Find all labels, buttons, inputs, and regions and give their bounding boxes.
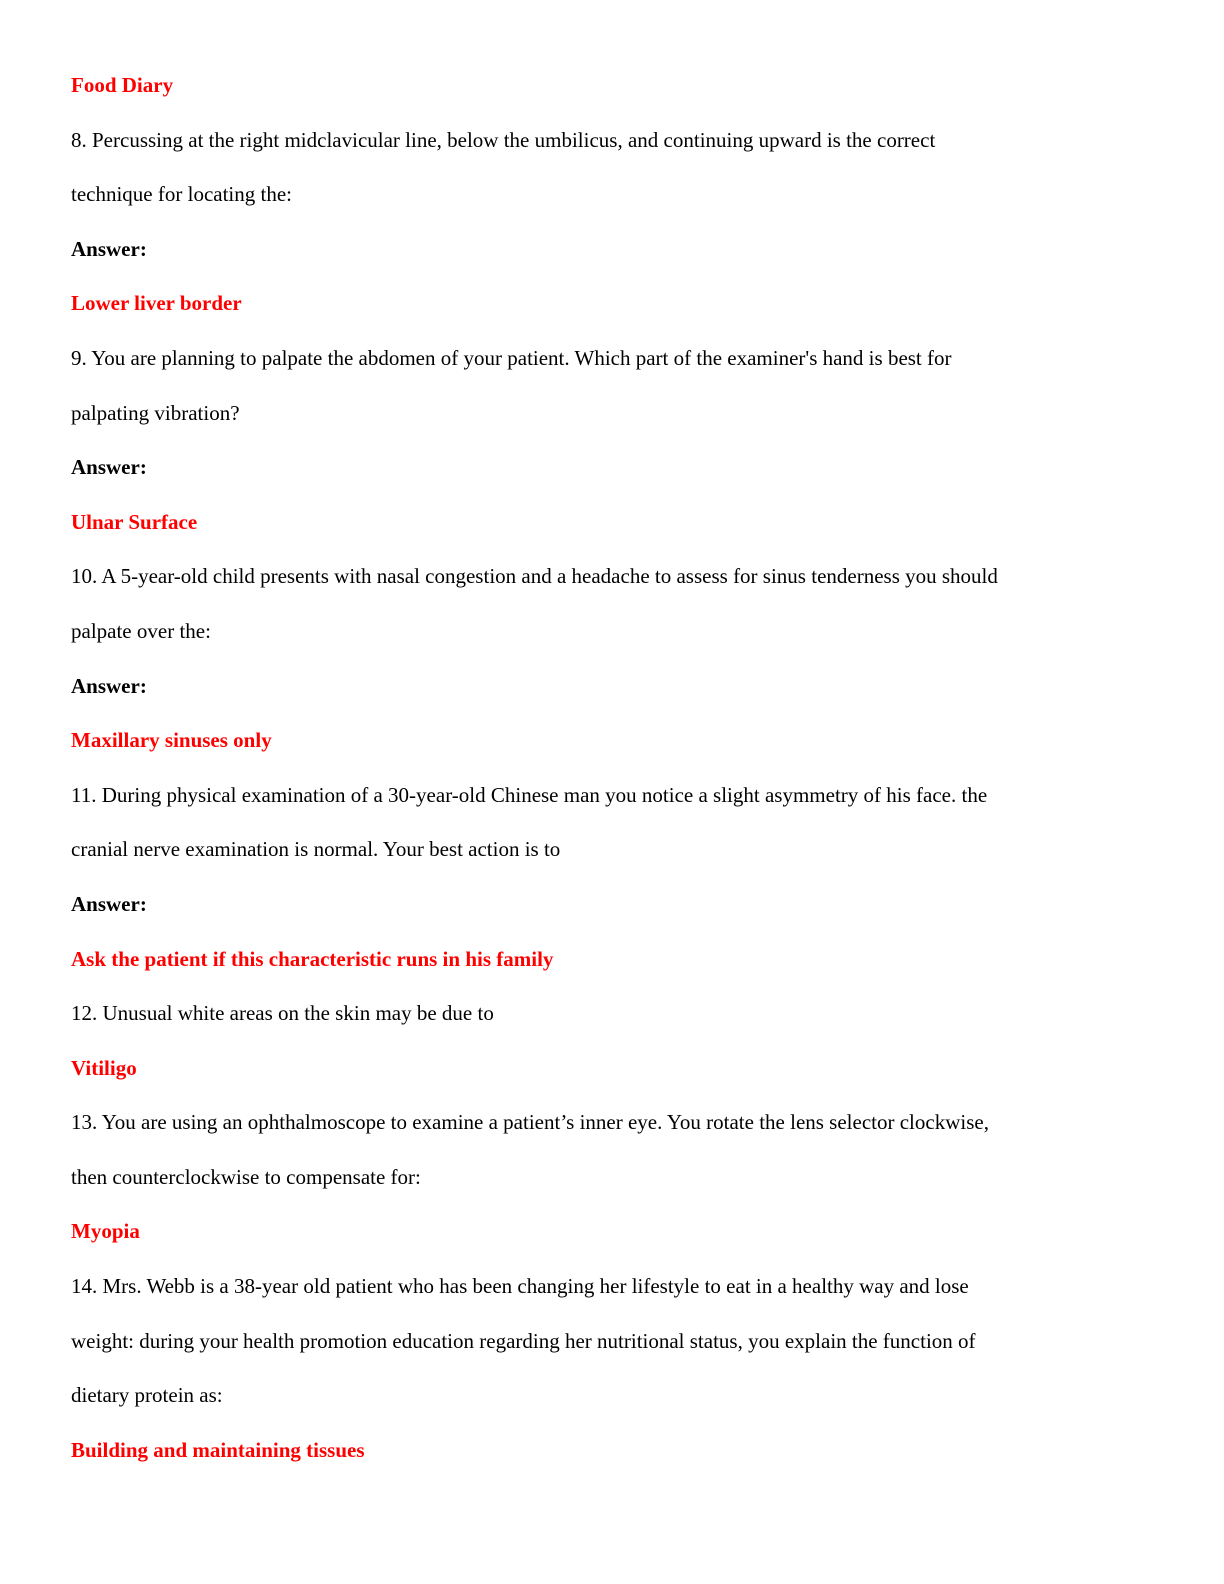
answer-8: Lower liver border [71,291,242,316]
answer-9: Ulnar Surface [71,509,198,534]
answer-food-diary: Food Diary [71,73,174,97]
question-9-line-2: palpating vibration? [71,400,240,425]
question-8-line-1: 8. Percussing at the right midclavicular line, below the umbilicus, and continuing upward is the correct [71,127,936,152]
question-14-line-2: weight: during your health promotion education regarding her nutritional status, you explain the function of [71,1328,976,1353]
answer-11: Ask the patient if this characteristic runs in his family [71,946,554,971]
question-12: 12. Unusual white areas on the skin may be due to [71,1001,494,1026]
answer-label: Answer: [71,455,147,480]
question-14-line-3: dietary protein as: [71,1383,223,1408]
question-9-line-1: 9. You are planning to palpate the abdomen of your patient. Which part of the examiner's hand is best for [71,345,952,370]
question-11-line-2: cranial nerve examination is normal. Your best action is to [71,837,561,862]
question-10-line-2: palpate over the: [71,618,211,643]
question-14-line-1: 14. Mrs. Webb is a 38-year old patient who has been changing her lifestyle to eat in a healthy way and lose [71,1274,969,1299]
answer-label: Answer: [71,673,147,698]
question-10-line-1: 10. A 5-year-old child presents with nasal congestion and a headache to assess for sinus tenderness you should [71,564,998,589]
question-13-line-1: 13. You are using an ophthalmoscope to examine a patient’s inner eye. You rotate the lens selector clockwise, [71,1110,989,1135]
answer-13: Myopia [71,1219,140,1244]
question-11-line-1: 11. During physical examination of a 30-year-old Chinese man you notice a slight asymmetry of his face. the [71,782,988,807]
document-page [71,58,1151,1477]
answer-label: Answer: [71,236,147,261]
question-13-line-2: then counterclockwise to compensate for: [71,1164,421,1189]
answer-label: Answer: [71,891,147,916]
answer-12: Vitiligo [71,1055,137,1080]
answer-10: Maxillary sinuses only [71,728,272,753]
question-8-line-2: technique for locating the: [71,182,293,207]
answer-14: Building and maintaining tissues [71,1437,365,1462]
